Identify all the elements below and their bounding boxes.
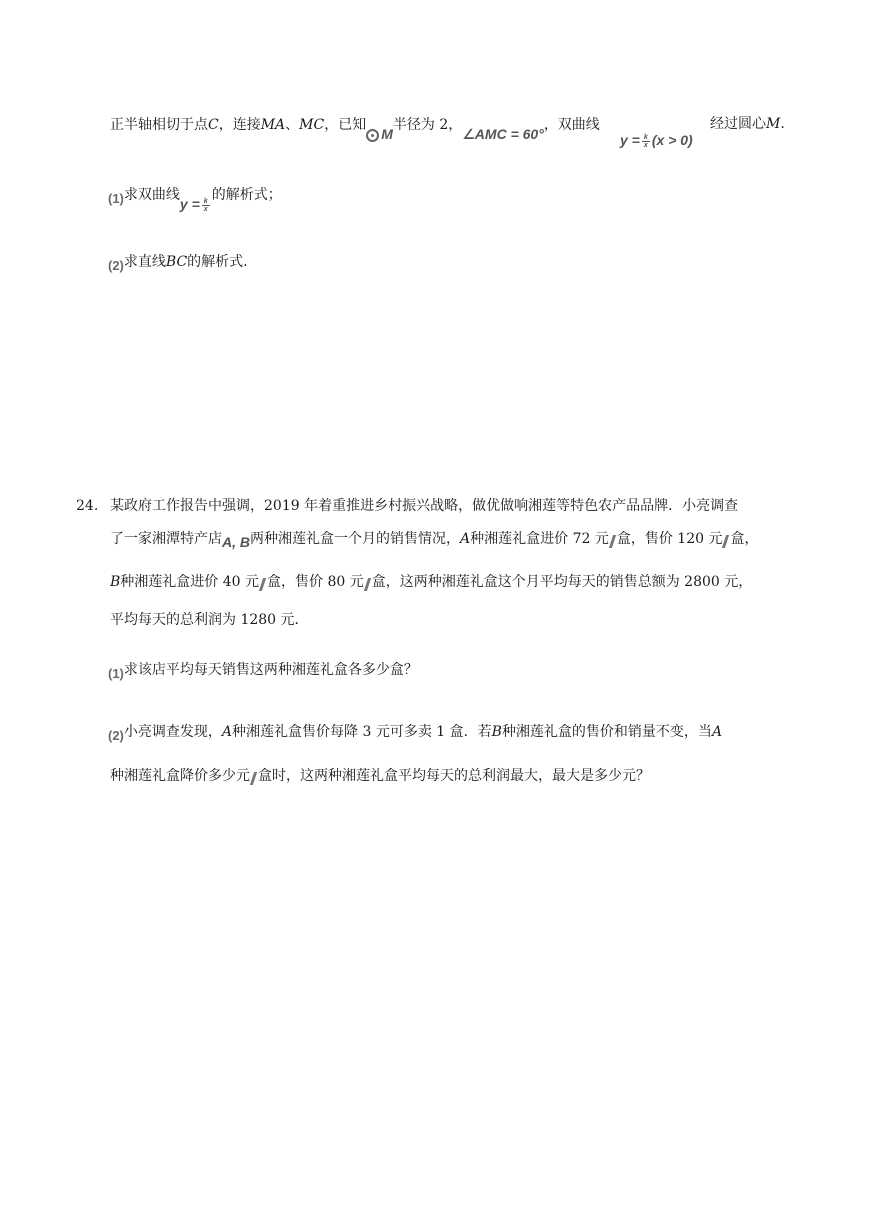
- angle-formula: ∠AMC = 60°: [462, 126, 544, 142]
- text: 小亮调查发现，: [123, 724, 222, 740]
- text: 经过圆心: [710, 116, 766, 132]
- question-number: (1): [108, 191, 124, 206]
- problem24-line2: [110, 528, 758, 549]
- hyperbola-simple-formula: [180, 196, 212, 212]
- problem24-line1: 某政府工作报告中强调，2019 年着重推进乡村振兴战略，做优做响湘莲等特色农产品品牌．小亮调查: [110, 498, 739, 514]
- segment-ma: MA: [260, 117, 286, 133]
- problem24-q2-line1: [108, 722, 722, 742]
- text: 盒，售价 80 元: [267, 574, 364, 590]
- slash-icon: [722, 535, 729, 548]
- slash-icon: [250, 772, 257, 785]
- problem23-q1: [108, 184, 282, 213]
- slash-icon: [259, 578, 266, 591]
- text: 种湘莲礼盒降价多少元: [110, 768, 250, 784]
- problem24-q2-line2: [110, 766, 650, 786]
- problem24-q1: [108, 660, 418, 680]
- problem23-line1: [110, 114, 600, 142]
- text: 种湘莲礼盒进价 40 元: [120, 574, 260, 590]
- product-b: B: [110, 574, 121, 590]
- text: 的解析式；: [211, 187, 282, 203]
- text: 、: [285, 117, 300, 133]
- text: 求直线: [123, 254, 166, 270]
- text: 种湘莲礼盒的售价和销量不变，当: [501, 724, 712, 740]
- text: 盒，这两种湘莲礼盒这个月平均每天的销售总额为 2800 元，: [371, 574, 753, 590]
- question-number: (2): [108, 258, 124, 273]
- text: 盒，售价 120 元: [616, 531, 723, 547]
- denominator: x: [643, 141, 648, 149]
- product-a: A: [711, 724, 723, 740]
- numerator: k: [643, 133, 648, 141]
- circle-m-formula: [366, 126, 393, 142]
- point-m: M: [766, 116, 781, 132]
- text: 求双曲线: [123, 187, 180, 203]
- hyperbola-formula: [620, 130, 693, 150]
- line-bc: BC: [165, 254, 188, 270]
- problem24-number: 24.: [76, 498, 99, 514]
- problem24-line3: [110, 572, 752, 592]
- text: 了一家湘潭特产店: [110, 531, 222, 547]
- text: ，双曲线: [543, 117, 600, 133]
- text: 正半轴相切于点: [110, 117, 208, 133]
- text: 种湘莲礼盒售价每降 3 元可多卖 1 盒．若: [232, 724, 492, 740]
- product-b: B: [491, 724, 502, 740]
- text: 盒，: [730, 531, 759, 547]
- product-ab: A, B: [222, 534, 250, 550]
- segment-mc: MC: [299, 117, 325, 133]
- product-a: A: [460, 531, 471, 547]
- formula-condition: (x > 0): [651, 132, 693, 148]
- problem24-line4: 平均每天的总利润为 1280 元．: [110, 612, 309, 628]
- circle-dot-icon: [366, 129, 379, 142]
- slash-icon: [609, 535, 616, 548]
- text: 半径为 2，: [392, 117, 463, 133]
- text: 盒时，这两种湘莲礼盒平均每天的总利润最大，最大是多少元？: [258, 768, 650, 784]
- numerator: k: [203, 197, 208, 205]
- formula-lhs: y =: [179, 196, 200, 212]
- point-c: C: [208, 117, 219, 133]
- text: 两种湘莲礼盒一个月的销售情况，: [250, 531, 460, 547]
- fraction: [202, 198, 210, 213]
- text: 种湘莲礼盒进价 72 元: [470, 531, 609, 547]
- circle-label: M: [381, 126, 393, 142]
- product-a: A: [221, 724, 233, 740]
- fraction: [642, 134, 650, 149]
- text: ，已知: [324, 117, 367, 133]
- question-number: (2): [108, 728, 124, 743]
- text: 的解析式.: [187, 254, 248, 270]
- problem23-q2: [108, 252, 248, 272]
- text: .: [780, 116, 785, 132]
- question-number: (1): [108, 666, 124, 681]
- slash-icon: [364, 578, 371, 591]
- problem23-line1-end: [710, 114, 785, 134]
- text: 求该店平均每天销售这两种湘莲礼盒各多少盒？: [123, 662, 418, 678]
- text: ，连接: [218, 117, 261, 133]
- denominator: x: [203, 205, 208, 213]
- formula-lhs: y =: [620, 132, 640, 148]
